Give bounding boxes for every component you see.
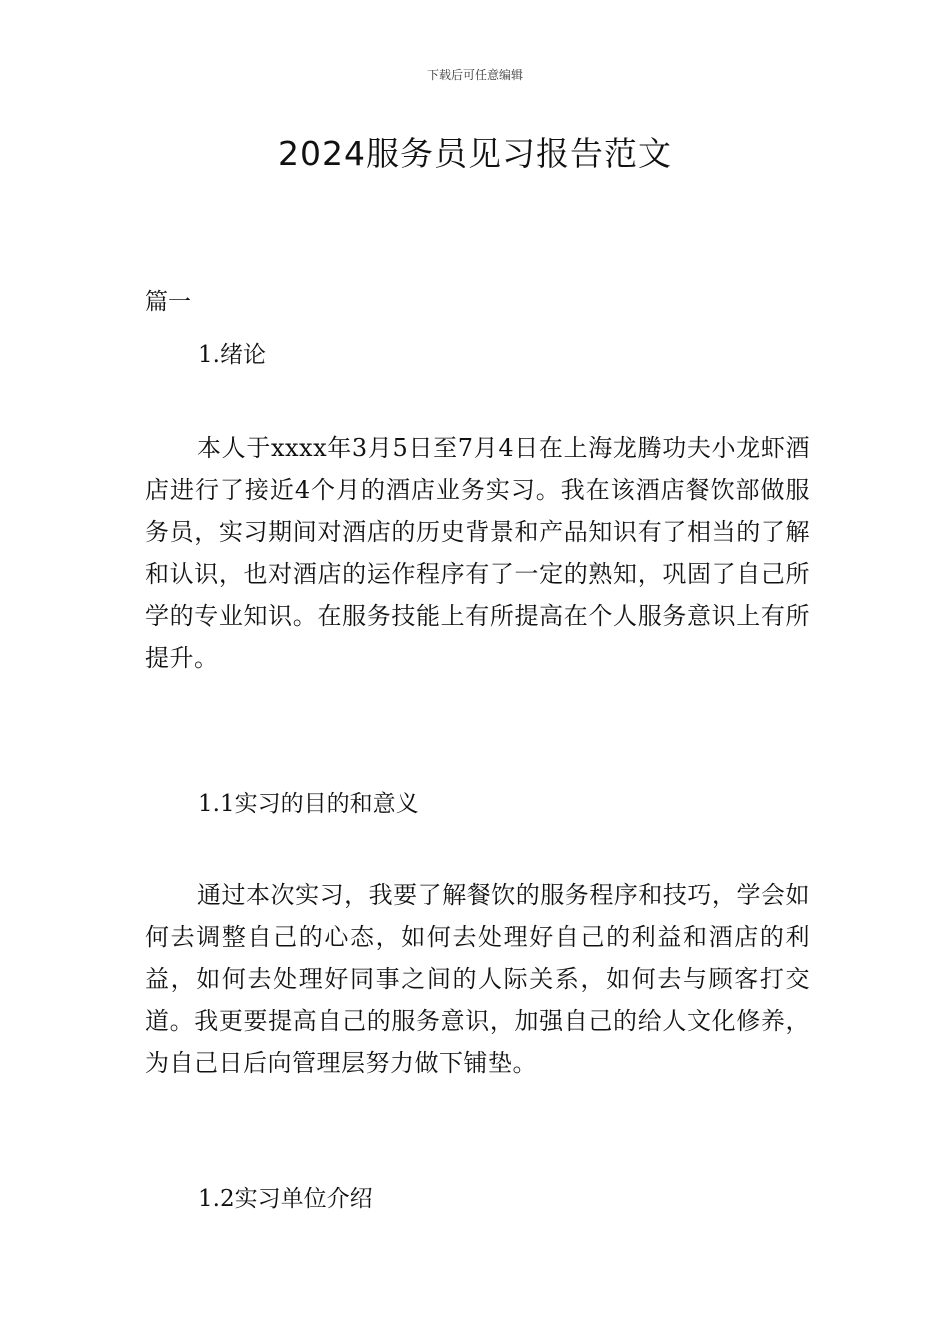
header-note: 下载后可任意编辑 (426, 68, 523, 82)
paragraph-purpose: 通过本次实习，我要了解餐饮的服务程序和技巧，学会如何去调整自己的心态，如何去处理好自己的利益和酒店的利益，如何去处理好同事之间的人际关系，如何去与顾客打交道。我更要提高自己的服务意识，加强自己的给人文化修养，为自己日后向管理层努力做下铺垫。 (145, 881, 810, 1077)
section-label: 篇一 (145, 289, 191, 315)
heading-unit-introduction: 1.2实习单位介绍 (198, 1186, 373, 1212)
document-title: 2024服务员见习报告范文 (278, 134, 672, 173)
heading-introduction: 1.绪论 (198, 342, 266, 368)
heading-purpose: 1.1实习的目的和意义 (198, 791, 419, 817)
paragraph-introduction: 本人于xxxx年3月5日至7月4日在上海龙腾功夫小龙虾酒店进行了接近4个月的酒店业务实习。我在该酒店餐饮部做服务员，实习期间对酒店的历史背景和产品知识有了相当的了解和认识，也对酒店的运作程序有了一定的熟知，巩固了自己所学的专业知识。在服务技能上有所提高在个人服务意识上有所提升。 (145, 434, 810, 672)
